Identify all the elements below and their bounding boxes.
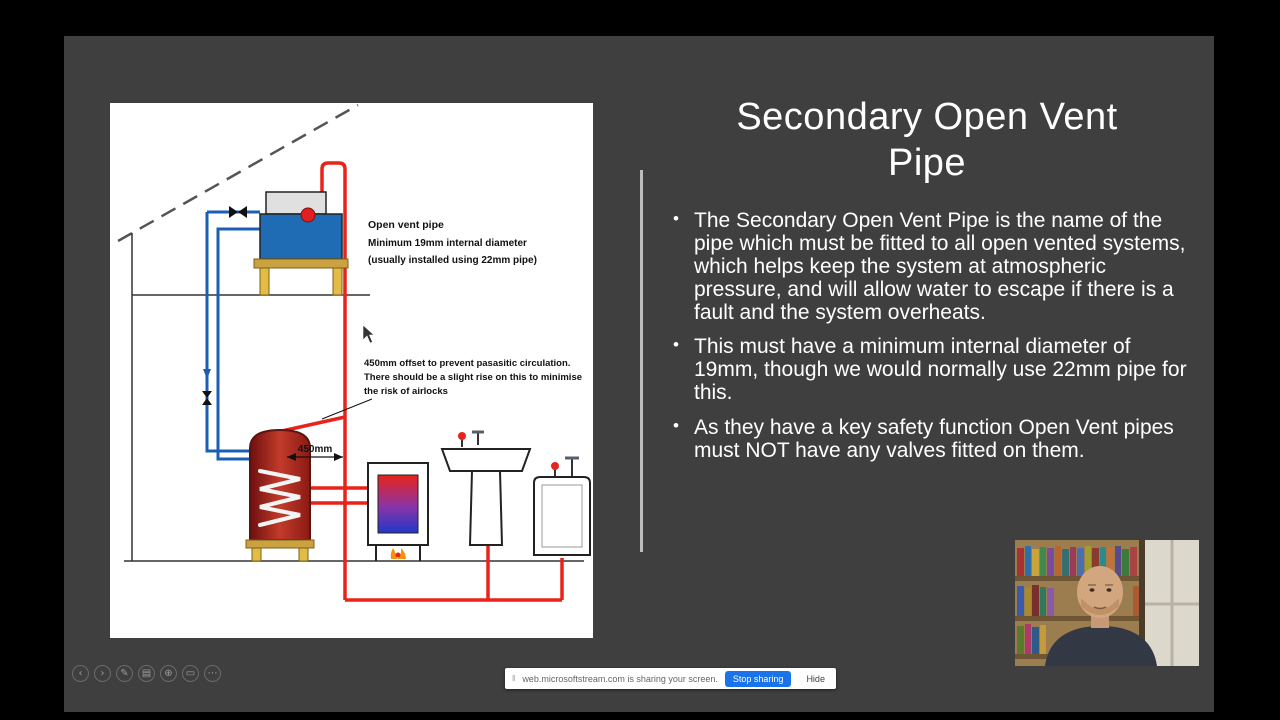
bullet-item: • The Secondary Open Vent Pipe is the name of the pipe which must be fitted to all open vented systems, which helps keep the system at atmospheric pressure, and will allow water to escape if there is a fault and the system overheats.	[670, 210, 1195, 324]
hide-button[interactable]: Hide	[798, 671, 833, 687]
open-vent-label: Open vent pipe	[368, 219, 444, 231]
offset-label: 450mm offset to prevent pasasitic circulation.	[364, 358, 571, 369]
webcam-video	[1015, 540, 1199, 666]
slide-title: Secondary Open Vent Pipe	[736, 96, 1118, 185]
ellipsis-icon: ⋯	[207, 668, 218, 679]
screen-share-bar	[505, 668, 836, 689]
svg-text:the risk of airlocks: the risk of airlocks	[364, 386, 448, 397]
screen-share-icon: ‖	[512, 674, 516, 683]
next-slide-button[interactable]	[94, 665, 111, 682]
cold-feed-pipes	[202, 212, 262, 459]
captions-icon: ▭	[185, 668, 196, 679]
presenter-toolbar	[72, 665, 221, 682]
mouse-cursor-icon	[363, 325, 374, 343]
prev-slide-icon: ‹	[78, 668, 83, 679]
svg-text:Minimum 19mm internal diameter: Minimum 19mm internal diameter	[368, 238, 527, 249]
webcam-frame	[1015, 540, 1199, 666]
zoom-button[interactable]	[160, 665, 177, 682]
svg-text:There should be a slight rise: There should be a slight rise on this to minimise	[364, 372, 583, 383]
magnifier-icon: ⊕	[164, 668, 173, 679]
dimension-label: 450mm	[297, 444, 333, 455]
vertical-divider	[640, 170, 643, 552]
feed-cistern	[254, 192, 348, 295]
feed-valve	[229, 206, 247, 218]
all-slides-button[interactable]	[138, 665, 155, 682]
share-message: web.microsoftstream.com is sharing your screen.	[522, 673, 718, 684]
presentation-slide	[64, 36, 1214, 712]
prev-slide-button[interactable]	[72, 665, 89, 682]
pen-tools-button[interactable]	[116, 665, 133, 682]
slide-grid-icon: ▤	[141, 668, 152, 679]
slide-bullet-list	[670, 210, 1195, 475]
svg-text:(usually installed using 22mm: (usually installed using 22mm pipe)	[368, 255, 537, 266]
bath	[534, 458, 590, 555]
bullet-item: • As they have a key safety function Open Vent pipes must NOT have any valves fitted on them.	[670, 417, 1195, 463]
next-slide-icon: ›	[100, 668, 105, 679]
boiler	[368, 463, 428, 561]
stop-sharing-button[interactable]: Stop sharing	[725, 671, 792, 687]
house-outline	[118, 105, 584, 561]
bullet-item: • This must have a minimum internal diameter of 19mm, though we would normally use 22mm pipe for this.	[670, 336, 1195, 405]
plumbing-diagram	[110, 103, 593, 638]
wash-basin	[442, 432, 530, 545]
more-options-button[interactable]	[204, 665, 221, 682]
plumbing-diagram-image	[110, 103, 593, 638]
captions-button[interactable]	[182, 665, 199, 682]
pen-icon: ✎	[120, 668, 129, 679]
